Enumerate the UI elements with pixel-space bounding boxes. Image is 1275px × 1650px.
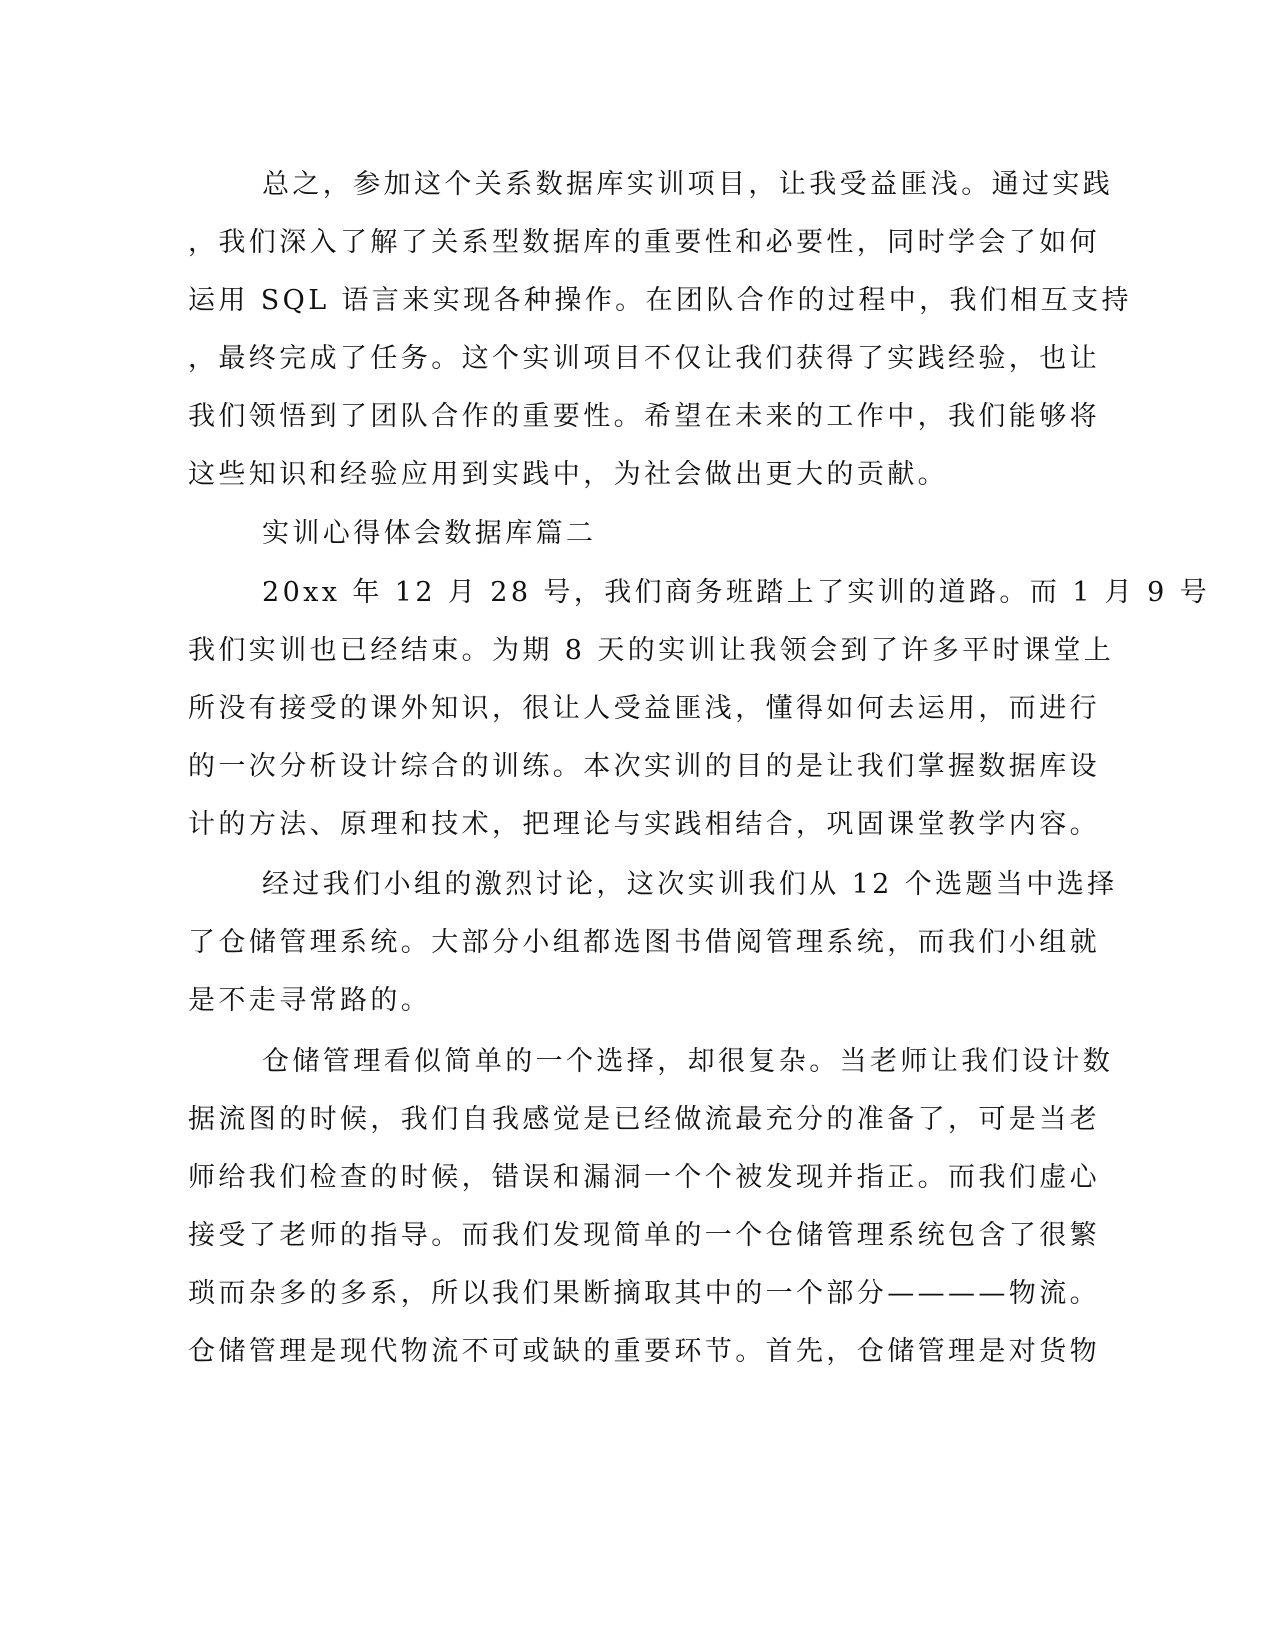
paragraph-line: 我们领悟到了团队合作的重要性。希望在未来的工作中，我们能够将 bbox=[188, 401, 1100, 432]
paragraph-line: 据流图的时候，我们自我感觉是已经做流最充分的准备了，可是当老 bbox=[188, 1104, 1100, 1135]
paragraph-line: 总之，参加这个关系数据库实训项目，让我受益匪浅。通过实践 bbox=[262, 169, 1114, 200]
paragraph-line: ，最终完成了任务。这个实训项目不仅让我们获得了实践经验，也让 bbox=[188, 343, 1100, 374]
paragraph-line: 仓储管理看似简单的一个选择，却很复杂。当老师让我们设计数 bbox=[262, 1046, 1114, 1077]
paragraph-line: 的一次分析设计综合的训练。本次实训的目的是让我们掌握数据库设 bbox=[188, 751, 1100, 782]
paragraph-line: 接受了老师的指导。而我们发现简单的一个仓储管理系统包含了很繁 bbox=[188, 1220, 1100, 1251]
paragraph-line: 经过我们小组的激烈讨论，这次实训我们从 12 个选题当中选择 bbox=[262, 869, 1118, 900]
paragraph-line: 仓储管理是现代物流不可或缺的重要环节。首先，仓储管理是对货物 bbox=[188, 1336, 1100, 1367]
paragraph-line: 了仓储管理系统。大部分小组都选图书借阅管理系统，而我们小组就 bbox=[188, 927, 1100, 958]
paragraph-line: ，我们深入了解了关系型数据库的重要性和必要性，同时学会了如何 bbox=[188, 227, 1100, 258]
paragraph-line: 20xx 年 12 月 28 号，我们商务班踏上了实训的道路。而 1 月 9 号 bbox=[262, 577, 1211, 608]
paragraph-line: 琐而杂多的多系，所以我们果断摘取其中的一个部分————物流。 bbox=[188, 1278, 1100, 1309]
paragraph-line: 这些知识和经验应用到实践中，为社会做出更大的贡献。 bbox=[188, 459, 948, 490]
section-heading: 实训心得体会数据库篇二 bbox=[262, 518, 597, 549]
paragraph-line: 师给我们检查的时候，错误和漏洞一个个被发现并指正。而我们虚心 bbox=[188, 1162, 1100, 1193]
paragraph-line: 运用 SQL 语言来实现各种操作。在团队合作的过程中，我们相互支持 bbox=[188, 285, 1132, 316]
paragraph-line: 计的方法、原理和技术，把理论与实践相结合，巩固课堂教学内容。 bbox=[188, 809, 1100, 840]
paragraph-line: 我们实训也已经结束。为期 8 天的实训让我领会到了许多平时课堂上 bbox=[188, 635, 1115, 666]
paragraph-line: 是不走寻常路的。 bbox=[188, 985, 432, 1016]
paragraph-line: 所没有接受的课外知识，很让人受益匪浅，懂得如何去运用，而进行 bbox=[188, 693, 1100, 724]
